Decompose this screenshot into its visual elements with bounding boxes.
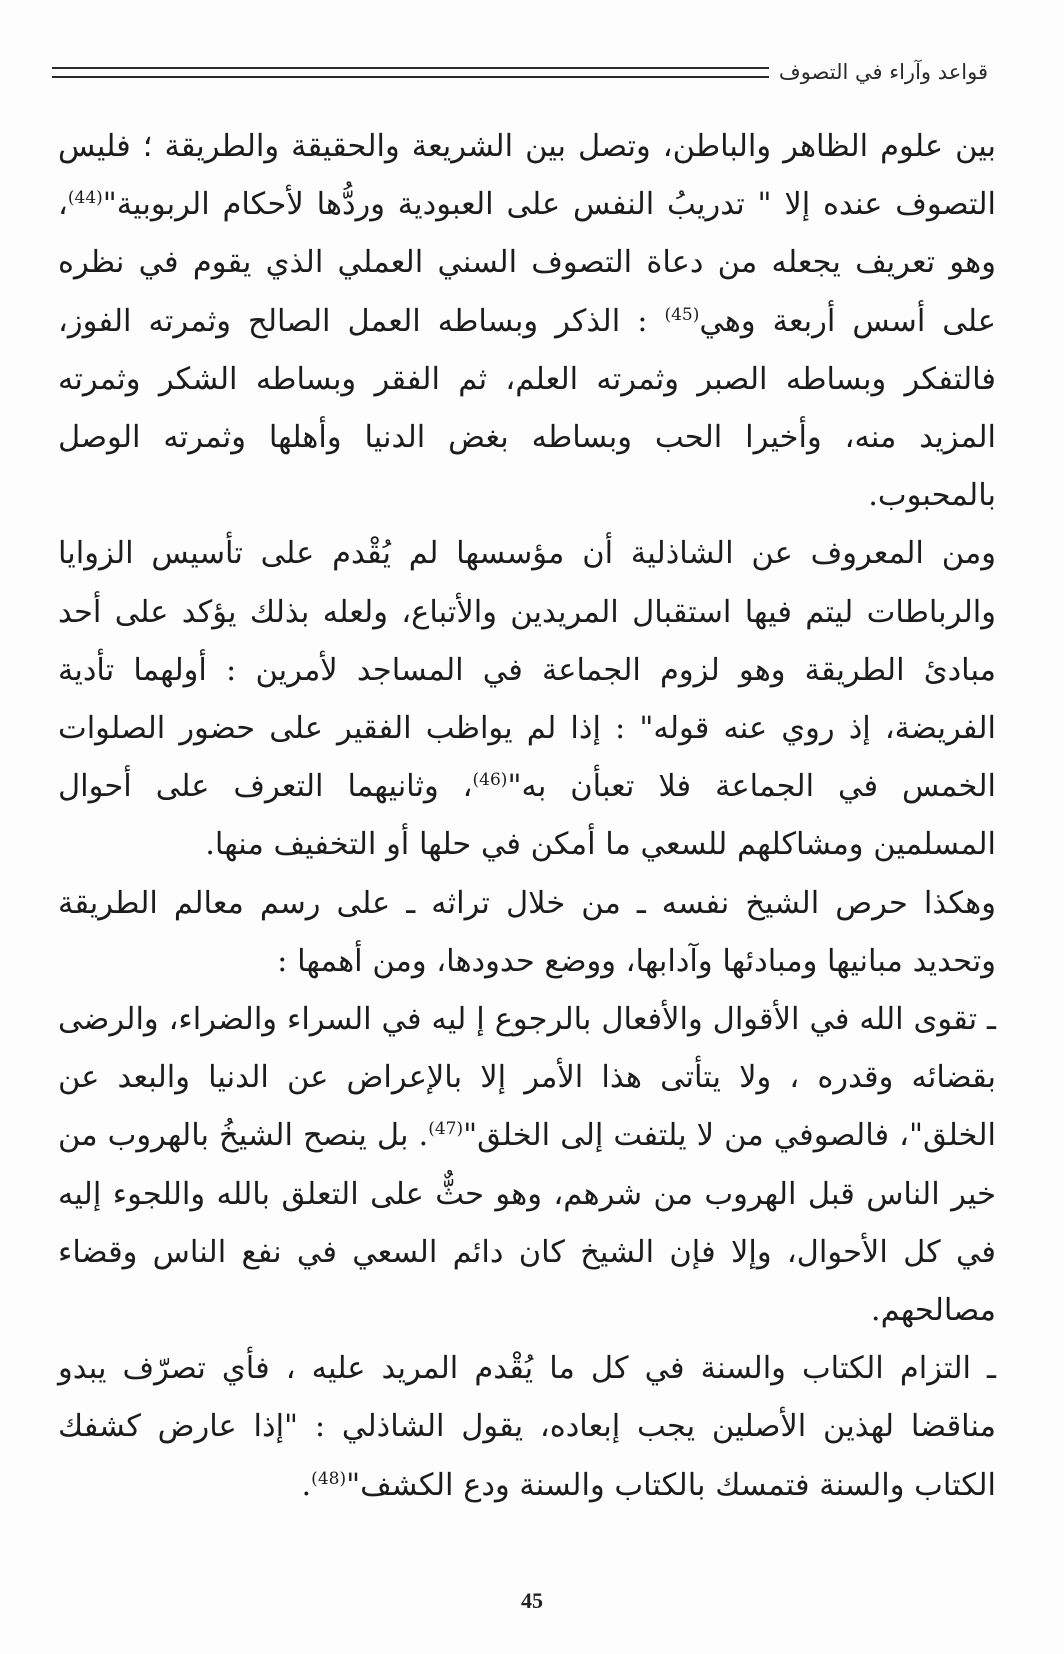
paragraph-1-text-b: ، وهو تعريف يجعله من دعاة التصوف السني العملي الذي يقوم في نظره على أسس أربعة وهي	[58, 187, 996, 339]
running-title: قواعد وآراء في التصوف	[778, 60, 988, 84]
footnote-ref-44: (44)	[67, 188, 103, 209]
paragraph-3: وهكذا حرص الشيخ نفسه ـ من خلال تراثه ـ على رسم معالم الطريقة وتحديد مبانيها ومبادئها وآدابها، ووضع حدودها، ومن أهمها :	[58, 885, 996, 979]
paragraph-4-text-b: . بل ينصح الشيخُ بالهروب من خير الناس قبل الهروب من شرهم، وهو حثٌّ على التعلق بالله واللجوء إليه في كل الأحوال، وإلا فإن الشيخ كان دائم السعي في نفع الناس وقضاء مصالحهم.	[58, 1118, 996, 1329]
paragraph-1-text-a: بين علوم الظاهر والباطن، وتصل بين الشريعة والحقيقة والطريقة ؛ فليس التصوف عنده إلا " تدريبُ النفس على العبودية وردُّها لأحكام الربوبية"	[58, 129, 996, 223]
paragraph-4	[58, 991, 996, 1340]
paragraph-2	[58, 525, 996, 874]
footnote-ref-48: (48)	[311, 1468, 347, 1489]
body-text	[58, 118, 996, 1515]
paragraph-5-text-b: .	[301, 1467, 312, 1503]
paragraph-2-text-b: ، وثانيهما التعرف على أحوال المسلمين ومشاكلهم للسعي ما أمكن في حلها أو التخفيف منها.	[58, 769, 996, 863]
header-rule	[52, 67, 769, 78]
footnote-ref-47: (47)	[428, 1119, 464, 1140]
page-number: 45	[521, 1588, 543, 1613]
paragraph-1-text-c: : الذكر وبساطه العمل الصالح وثمرته الفوز، فالتفكر وبساطه الصبر وثمرته العلم، ثم الفقر وبساطه الشكر وثمرته المزيد منه، وأخيرا الحب وبساطه بغض الدنيا وأهلها وثمرته الوصل بالمحبوب.	[58, 303, 996, 514]
paragraph-5-text-a: ـ التزام الكتاب والسنة في كل ما يُقْدم المريد عليه ، فأي تصرّف يبدو مناقضا لهذين الأصلين يجب إبعاده، يقول الشاذلي : "إذا عارض كشفك الكتاب والسنة فتمسك بالكتاب والسنة ودع الكشف"	[58, 1351, 996, 1503]
running-header	[52, 52, 998, 92]
paragraph-4-text-a: ـ تقوى الله في الأقوال والأفعال بالرجوع إ ليه في السراء والضراء، والرضى بقضائه وقدره ، ولا يتأتى هذا الأمر إلا بالإعراض عن الدنيا والبعد عن الخلق"، فالصوفي من لا يلتفت إلى الخلق"	[58, 1002, 996, 1154]
paragraph-2-text-a: ومن المعروف عن الشاذلية أن مؤسسها لم يُقْدم على تأسيس الزوايا والرباطات ليتم فيها استقبال المريدين والأتباع، ولعله بذلك يؤكد على أحد مبادئ الطريقة وهو لزوم الجماعة في المساجد لأمرين : أولهما تأدية الفريضة، إذ روي عنه قوله" : إذا لم يواظب الفقير على حضور الصلوات الخمس في الجماعة فلا تعبأن به"	[58, 536, 996, 805]
paragraph-5	[58, 1340, 996, 1515]
footnote-ref-45: (45)	[664, 304, 700, 325]
paragraph-1	[58, 118, 996, 525]
footnote-ref-46: (46)	[472, 770, 508, 791]
